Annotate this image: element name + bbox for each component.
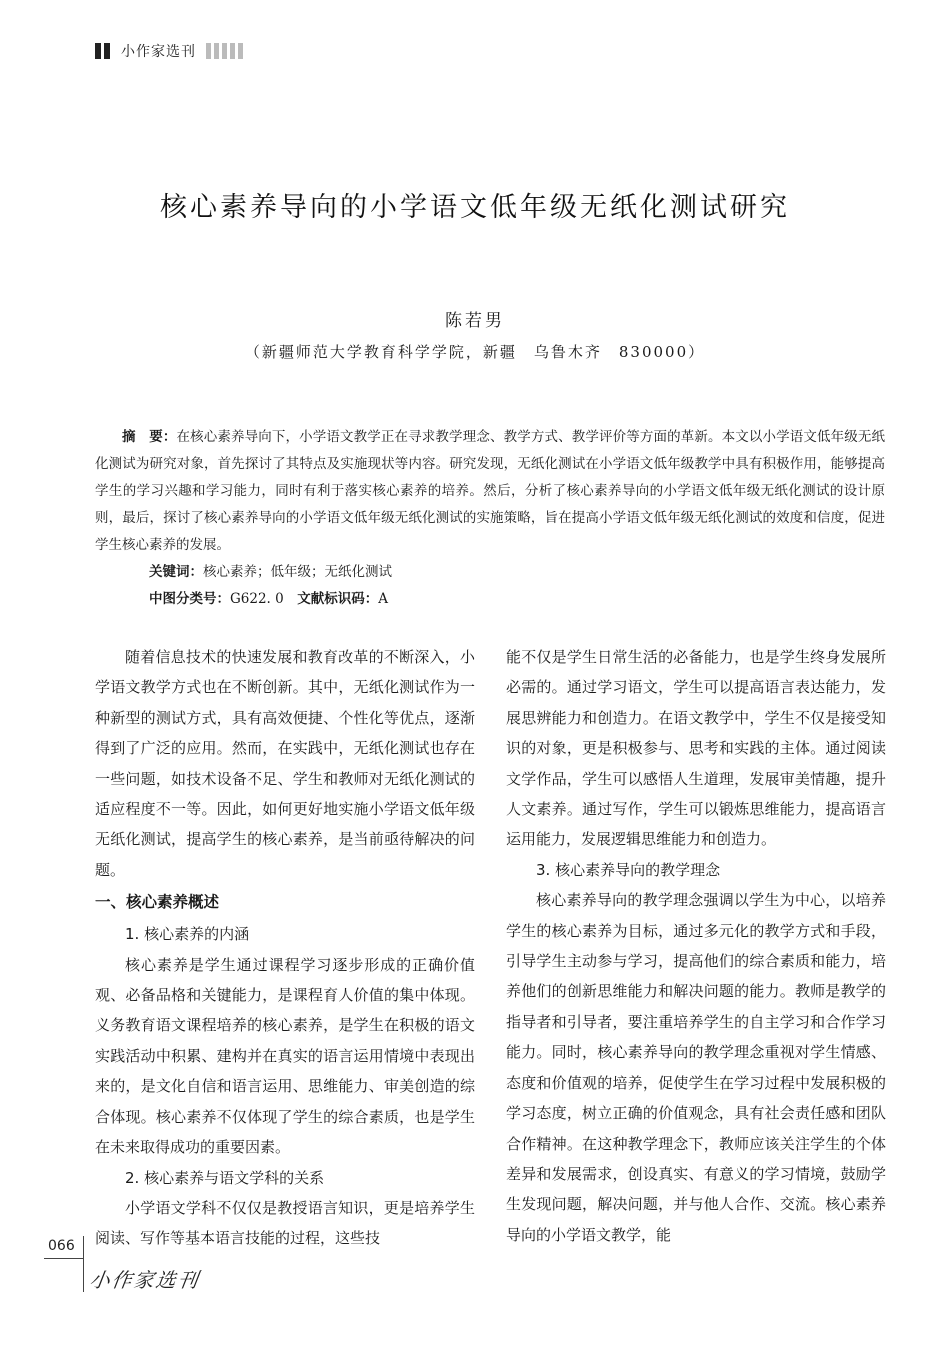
abstract-text: 在核心素养导向下，小学语文教学正在寻求教学理念、教学方式、教学评价等方面的革新。本文以小学语文低年级无纸化测试为研究对象，首先探讨了其特点及实施现状等内容。研究发现，无纸化测试在小学语文低年级教学中具有积极作用，能够提高学生的学习兴趣和学习能力，同时有利于落实核心素养的培养。然后，分析了核心素养导向的小学语文低年级无纸化测试的设计原则，最后，探讨了核心素养导向的小学语文低年级无纸化测试的实施策略，旨在提高小学语文低年级无纸化测试的效度和信度，促进学生核心素养的发展。 <box>95 429 886 553</box>
journal-logo: 小作家选刊 <box>88 1268 202 1292</box>
author-name: 陈若男 <box>445 311 505 331</box>
body-paragraph-continued: 能不仅是学生日常生活的必备能力，也是学生终身发展所必需的。通过学习语文，学生可以提高语言表达能力，发展思辨能力和创造力。在语文教学中，学生不仅是接受知识的对象，更是积极参与、思考和实践的主体。通过阅读文学作品，学生可以感悟人生道理，发展审美情趣，提升人文素养。通过写作，学生可以锻炼思维能力，提高语言运用能力，发展逻辑思维能力和创造力。 <box>506 648 886 849</box>
journal-name: 小作家选刊 <box>121 44 196 60</box>
abstract <box>95 424 885 559</box>
page-number: 066 <box>48 1238 75 1254</box>
body-column-left <box>95 642 475 1254</box>
running-header <box>95 40 246 62</box>
footer-rule <box>83 1236 84 1292</box>
subsection-heading: 2. 核心素养与语文学科的关系 <box>125 1168 325 1187</box>
keywords-label: 关键词： <box>149 564 203 580</box>
keywords: 核心素养；低年级；无纸化测试 <box>203 564 392 580</box>
footer-rule <box>44 1258 84 1259</box>
body-paragraph: 小学语文学科不仅仅是教授语言知识，更是培养学生阅读、写作等基本语言技能的过程，这些技 <box>95 1198 475 1248</box>
body-paragraph: 核心素养导向的教学理念强调以学生为中心，以培养学生的核心素养为目标，通过多元化的教学方式和手段，引导学生主动参与学习，提高他们的综合素质和能力，培养他们的创新思维能力和解决问题的能力。教师是教学的指导者和引导者，要注重培养学生的自主学习和合作学习能力。同时，核心素养导向的教学理念重视对学生情感、态度和价值观的培养，促使学生在学习过程中发展积极的学习态度，树立正确的价值观念，具有社会责任感和团队合作精神。在这种教学理念下，教师应该关注学生的个体差异和发展需求，创设真实、有意义的学习情境，鼓励学生发现问题，解决问题，并与他人合作、交流。核心素养导向的小学语文教学，能 <box>506 891 886 1244</box>
header-bar-mark <box>104 43 110 59</box>
clc-number: G622. 0 <box>230 591 284 607</box>
body-paragraph: 核心素养是学生通过课程学习逐步形成的正确价值观、必备品格和关键能力，是课程育人价值的集中体现。义务教育语文课程培养的核心素养，是学生在积极的语文实践活动中积累、建构并在真实的语言运用情境中表现出来的，是文化自信和语言运用、思维能力、审美创造的综合体现。核心素养不仅体现了学生的综合素质，也是学生在未来取得成功的重要因素。 <box>95 955 475 1157</box>
subsection-heading: 1. 核心素养的内涵 <box>125 925 250 944</box>
body-column-right <box>506 642 886 1250</box>
intro-paragraph: 随着信息技术的快速发展和教育改革的不断深入，小学语文教学方式也在不断创新。其中，无纸化测试作为一种新型的测试方式，具有高效便捷、个性化等优点，逐渐得到了广泛的应用。然而，在实践中，无纸化测试也存在一些问题，如技术设备不足、学生和教师对无纸化测试的适应程度不一等。因此，如何更好地实施小学语文低年级无纸化测试，提高学生的核心素养，是当前亟待解决的问题。 <box>95 648 475 879</box>
abstract-label: 摘 要： <box>122 429 177 445</box>
clc-label: 中图分类号： <box>149 591 230 607</box>
subsection-heading: 3. 核心素养导向的教学理念 <box>536 860 721 879</box>
classification-line <box>95 586 885 613</box>
header-bar-mark <box>238 43 243 59</box>
article-title: 核心素养导向的小学语文低年级无纸化测试研究 <box>160 192 790 223</box>
doc-code-label: 文献标识码： <box>297 591 379 607</box>
header-bar-mark <box>222 43 227 59</box>
header-bar-mark <box>214 43 219 59</box>
author-affiliation: （新疆师范大学教育科学学院，新疆 乌鲁木齐 830000） <box>244 343 706 361</box>
abstract-block <box>95 424 885 613</box>
header-bar-mark <box>206 43 211 59</box>
header-bar-mark <box>230 43 235 59</box>
keywords-line <box>95 559 885 586</box>
doc-code: A <box>378 591 388 607</box>
section-heading: 一、核心素养概述 <box>95 893 220 912</box>
header-bar-mark <box>95 43 101 59</box>
